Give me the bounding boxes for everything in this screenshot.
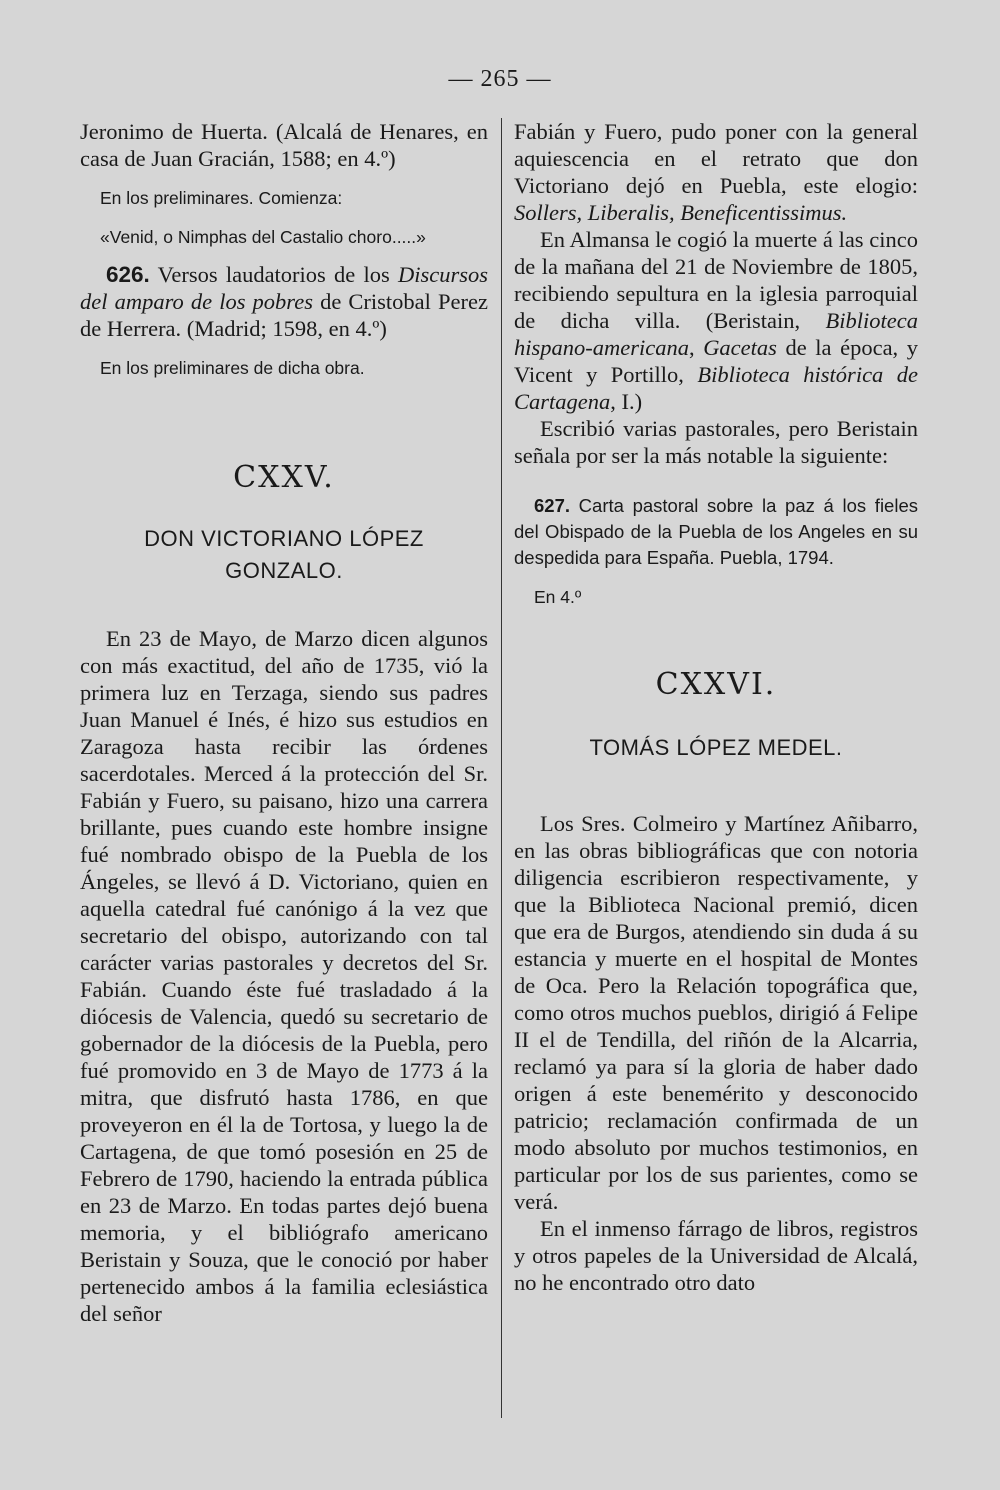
entry-627 <box>514 493 918 571</box>
right-paragraph-2 <box>514 226 918 415</box>
entry-626 <box>80 261 488 342</box>
right-paragraph-2-text-c: de la época, y Vicent y Portillo, <box>514 335 919 387</box>
left-note-1: En los preliminares. Comienza: <box>100 188 343 208</box>
ref-gacetas: Gacetas <box>703 335 777 360</box>
left-note-2: «Venid, o Nimphas del Castalio choro.....» <box>100 227 426 247</box>
entry-627-text: Carta pastoral sobre la paz á los fieles del Obispado de la Puebla de los Angeles en su despedida para España. Puebla, 1794. <box>514 495 918 568</box>
right-paragraph-1 <box>514 118 918 226</box>
right-paragraph-2-text-d: , I.) <box>610 389 643 414</box>
left-column <box>80 118 488 1327</box>
left-paragraph-1: Jeronimo de Huerta. (Alcalá de Henares, en casa de Juan Gracián, 1588; en 4.º) <box>80 119 488 171</box>
right-paragraph-4: Los Sres. Colmeiro y Martínez Añibarro, en las obras bibliográficas que con notoria diligencia escribieron respectivamente, y que la Biblioteca Nacional premió, dicen que era de Burgos, atendiendo sin duda á su estancia y muerte en el hospital de Montes de Oca. Pero la Relación topográfica que, como otros muchos pueblos, dirigió á Felipe II el de Tendilla, del riñón de la Alcarria, reclamó ya para sí la gloria de haber dado origen á este benemérito y desconocido patricio; reclamación confirmada de un modo absoluto por muchos testimonios, en particular por los de sus parientes, como se verá. <box>514 811 918 1214</box>
entry-626-text-a: Versos laudatorios de los <box>149 262 398 287</box>
right-paragraph-1-text: Fabián y Fuero, pudo poner con la general aquiescencia en el retrato que don Victoriano dejó en Puebla, este elogio: <box>514 119 918 198</box>
ref-biblioteca-historica: Biblioteca histórica de Cartagena <box>514 362 918 414</box>
entry-626-text-b: de Cristobal Perez de Herrera. (Madrid; 1598, en 4.º) <box>80 289 488 341</box>
heading-victoriano: DON VICTORIANO LÓPEZ GONZALO. <box>144 526 424 583</box>
right-paragraph-3: Escribió varias pastorales, pero Beristain señala por ser la más notable la siguiente: <box>514 416 918 468</box>
right-note-1: En 4.º <box>534 587 582 607</box>
left-note-3: En los preliminares de dicha obra. <box>100 358 365 378</box>
left-body-paragraph: En 23 de Mayo, de Marzo dicen algunos con más exactitud, del año de 1735, vió la primera luz en Terzaga, siendo sus padres Juan Manuel é Inés, é hizo sus estudios en Zaragoza hasta recibir las órdenes sacerdotales. Merced á la protección del Sr. Fabián y Fuero, su paisano, hizo una carrera brillante, pues cuando este hombre insigne fué nombrado obispo de la Puebla de los Ángeles, se llevó á D. Victoriano, quien en aquella catedral fué canónigo á la vez que secretario del obispo, autorizando con tal carácter varias pastorales y decretos del Sr. Fabián. Cuando éste fué trasladado á la diócesis de Valencia, quedó su secretario de gobernador de la diócesis de la Puebla, pero fué promovido en 3 de Mayo de 1773 á la mitra, que disfrutó hasta 1786, en que proveyeron en él la de Tortosa, y luego la de Cartagena, de que tomó posesión en 25 de Febrero de 1790, haciendo la entrada pública en 23 de Marzo. En todas partes dejó buena memoria, y el bibliógrafo americano Beristain y Souza, que le conoció por haber pertenecido ambos á la familia eclesiástica del señor <box>80 626 488 1326</box>
entry-626-title: Discursos del amparo de los pobres <box>80 262 488 314</box>
right-paragraph-5: En el inmenso fárrago de libros, registros y otros papeles de la Universidad de Alcalá, no he encontrado otro dato <box>514 1216 918 1295</box>
right-paragraph-2-text-a: En Almansa le cogió la muerte á las cinco de la mañana del 21 de Noviembre de 1805, recibiendo sepultura en la iglesia parroquial de dicha villa. (Beristain, <box>514 227 918 333</box>
chapter-cxxvi: CXXVI. <box>655 667 777 702</box>
ref-biblioteca-hispano-americana: Biblioteca hispano-americana <box>514 308 918 360</box>
entry-627-number: 627. <box>534 495 571 516</box>
page-number: — 265 — <box>448 66 552 92</box>
chapter-cxxv: CXXV. <box>233 460 335 495</box>
right-paragraph-2-text-b: , <box>688 335 704 360</box>
right-column <box>514 118 918 1296</box>
entry-626-number: 626. <box>106 262 150 287</box>
column-divider <box>501 118 502 1418</box>
right-paragraph-1-motto: Sollers, Liberalis, Beneficentissimus. <box>514 200 848 225</box>
heading-tomas: TOMÁS LÓPEZ MEDEL. <box>589 735 843 760</box>
